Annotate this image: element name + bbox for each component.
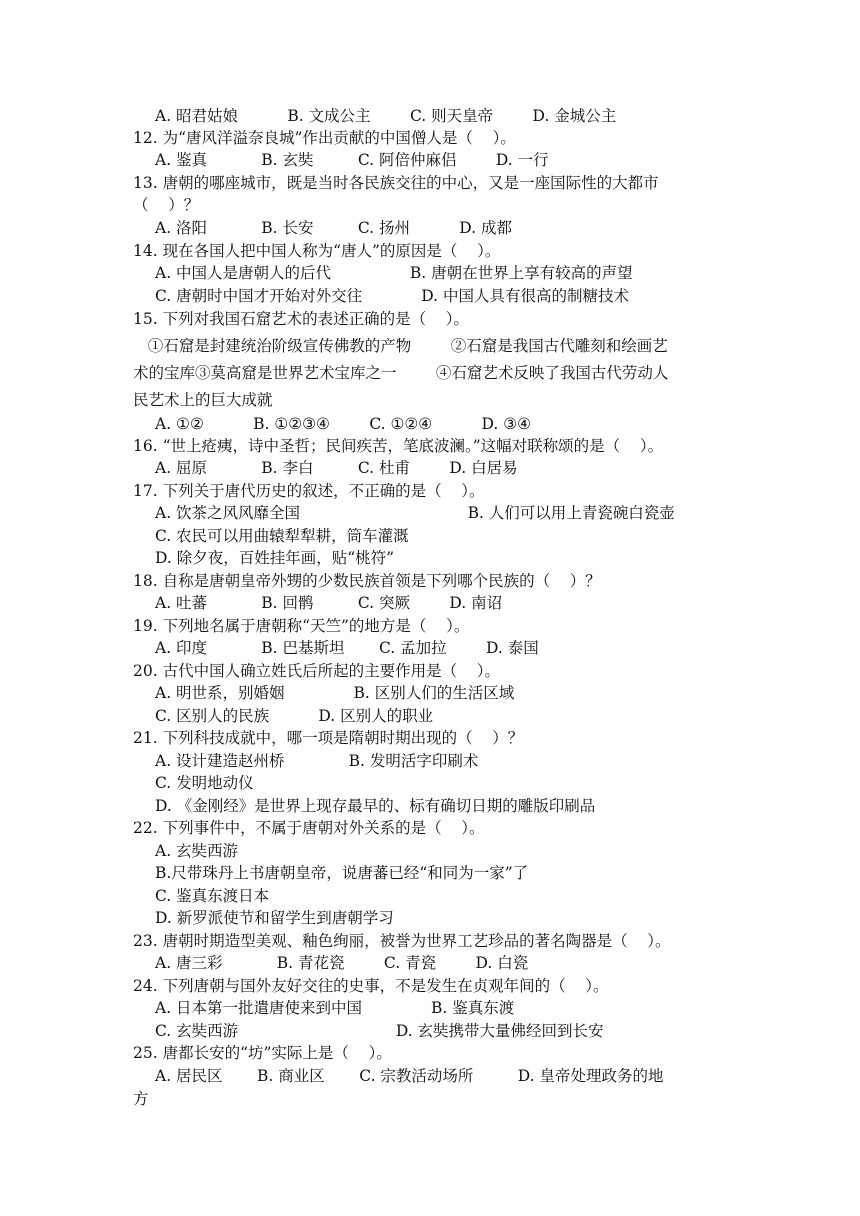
question-15-statements-1: ①石窟是封建统治阶级宣传佛教的产物 ②石窟是我国古代雕刻和绘画艺 <box>133 337 668 355</box>
question-22: 22. 下列事件中，不属于唐朝对外关系的是（ ）。 <box>133 819 485 837</box>
question-14: 14. 现在各国人把中国人称为“唐人”的原因是（ ）。 <box>133 242 501 260</box>
q22-option-c: C. 鉴真东渡日本 <box>155 887 270 905</box>
q21-options-ab: A. 设计建造赵州桥 B. 发明活字印刷术 <box>155 752 479 770</box>
q18-options: A. 吐蕃 B. 回鹘 C. 突厥 D. 南诏 <box>155 594 503 612</box>
q22-option-a: A. 玄奘西游 <box>155 842 239 860</box>
q17-options-ab: A. 饮茶之风风靡全国 B. 人们可以用上青瓷碗白瓷壶 <box>155 504 675 522</box>
q12-options: A. 鉴真 B. 玄奘 C. 阿倍仲麻侣 D. 一行 <box>155 151 549 169</box>
q14-options-cd: C. 唐朝时中国才开始对外交往 D. 中国人具有很高的制糖技术 <box>155 287 630 305</box>
q17-option-d: D. 除夕夜，百姓挂年画，贴“桃符” <box>155 549 395 567</box>
q21-option-d: D. 《金刚经》是世界上现存最早的、标有确切日期的雕版印刷品 <box>155 797 596 815</box>
q21-option-c: C. 发明地动仪 <box>155 774 254 792</box>
question-24: 24. 下列唐朝与国外友好交往的史事，不是发生在贞观年间的（ ）。 <box>133 977 609 995</box>
question-15-statements-3: 民艺术上的巨大成就 <box>133 391 273 409</box>
question-19: 19. 下列地名属于唐朝称“天竺”的地方是（ ）。 <box>133 617 470 635</box>
q14-options-ab: A. 中国人是唐朝人的后代 B. 唐朝在世界上享有较高的声望 <box>155 264 633 282</box>
q24-options-ab: A. 日本第一批遣唐使来到中国 B. 鉴真东渡 <box>155 999 515 1017</box>
q20-options-cd: C. 区别人的民族 D. 区别人的职业 <box>155 707 434 725</box>
q25-options-cont: 方 <box>133 1090 149 1108</box>
question-20: 20. 古代中国人确立姓氏后所起的主要作用是（ ）。 <box>133 662 501 680</box>
question-13: 13. 唐朝的哪座城市，既是当时各民族交往的中心，又是一座国际性的大都市 <box>133 174 659 192</box>
q11-options: A. 昭君姑娘 B. 文成公主 C. 则天皇帝 D. 金城公主 <box>155 107 617 125</box>
question-23: 23. 唐朝时期造型美观、釉色绚丽，被誉为世界工艺珍品的著名陶器是（ ）。 <box>133 932 671 950</box>
question-18: 18. 自称是唐朝皇帝外甥的少数民族首领是下列哪个民族的（ ）？ <box>133 572 601 590</box>
q22-option-d: D. 新罗派使节和留学生到唐朝学习 <box>155 909 394 927</box>
q20-options-ab: A. 明世系，别婚姻 B. 区别人们的生活区域 <box>155 684 515 702</box>
question-13-cont: （ ）？ <box>133 196 200 214</box>
q16-options: A. 屈原 B. 李白 C. 杜甫 D. 白居易 <box>155 459 518 477</box>
question-25: 25. 唐都长安的“坊”实际上是（ ）。 <box>133 1044 392 1062</box>
q19-options: A. 印度 B. 巴基斯坦 C. 孟加拉 D. 泰国 <box>155 639 539 657</box>
question-16: 16. “世上疮痍，诗中圣哲；民间疾苦，笔底波澜。”这幅对联称颂的是（ ）。 <box>133 437 664 455</box>
question-17: 17. 下列关于唐代历史的叙述，不正确的是（ ）。 <box>133 482 485 500</box>
q15-options: A. ①② B. ①②③④ C. ①②④ D. ③④ <box>155 415 531 433</box>
question-15-statements-2: 术的宝库③莫高窟是世界艺术宝库之一 ④石窟艺术反映了我国古代劳动人 <box>133 364 669 382</box>
q22-option-b: B.尺带珠丹上书唐朝皇帝，说唐蕃已经“和同为一家”了 <box>155 864 529 882</box>
q25-options: A. 居民区 B. 商业区 C. 宗教活动场所 D. 皇帝处理政务的地 <box>155 1067 664 1085</box>
q17-option-c: C. 农民可以用曲辕犁犁耕，筒车灌溉 <box>155 527 409 545</box>
q23-options: A. 唐三彩 B. 青花瓷 C. 青瓷 D. 白瓷 <box>155 954 529 972</box>
q24-options-cd: C. 玄奘西游 D. 玄奘携带大量佛经回到长安 <box>155 1022 604 1040</box>
question-15: 15. 下列对我国石窟艺术的表述正确的是（ ）。 <box>133 310 470 328</box>
question-12: 12. 为“唐风洋溢奈良城”作出贡献的中国僧人是（ ）。 <box>133 129 516 147</box>
q13-options: A. 洛阳 B. 长安 C. 扬州 D. 成都 <box>155 219 512 237</box>
question-21: 21. 下列科技成就中，哪一项是隋朝时期出现的（ ）？ <box>133 729 524 747</box>
